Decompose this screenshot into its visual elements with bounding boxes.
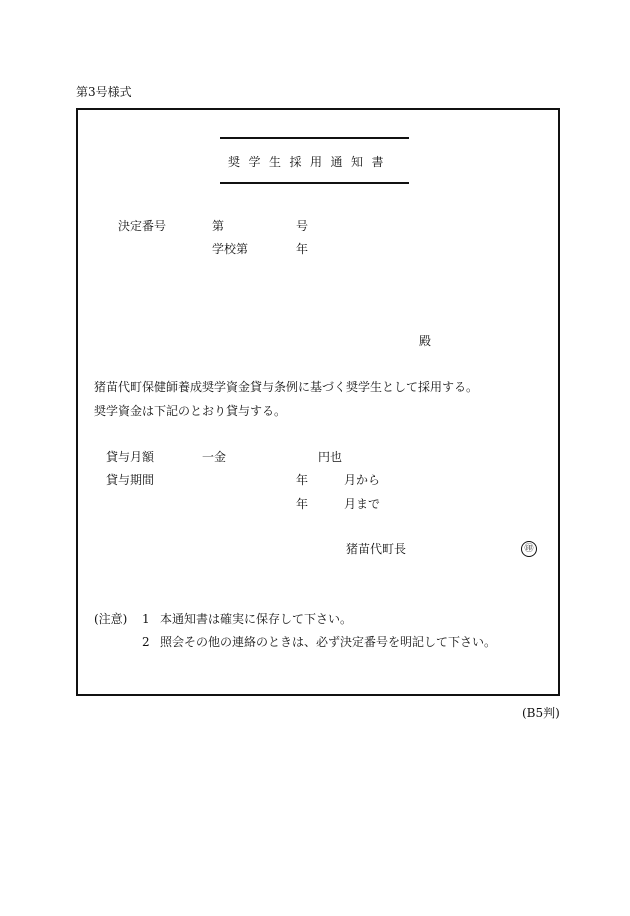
note-1-number: 1 (142, 612, 150, 626)
seal-icon: ㊞ (521, 541, 537, 557)
loan-period-start-year: 年 (296, 473, 309, 487)
title-rule-top (220, 137, 409, 139)
note-2-text: 照会その他の連絡のときは、必ず決定番号を明記して下さい。 (160, 635, 497, 649)
loan-amount-prefix: 一金 (202, 450, 227, 464)
loan-amount-suffix: 円也 (318, 450, 343, 464)
loan-period-end-year: 年 (296, 497, 309, 511)
loan-period-to: 月まで (344, 497, 381, 511)
note-1-text: 本通知書は確実に保存して下さい。 (160, 612, 353, 626)
issuer: 猪苗代町長 (346, 542, 407, 556)
decision-number-label: 決定番号 (118, 219, 167, 233)
note-2-number: 2 (142, 635, 150, 649)
notes-label: (注意) (94, 612, 128, 626)
addressee-suffix: 殿 (419, 334, 432, 348)
loan-amount-label: 貸与月額 (106, 450, 155, 464)
title-rule-bottom (220, 182, 409, 184)
decision-school-dai: 学校第 (212, 242, 249, 256)
document-title: 奨学生採用通知書 (228, 155, 393, 169)
decision-go: 号 (296, 219, 309, 233)
form-number: 第3号様式 (76, 85, 132, 99)
loan-period-from: 月から (344, 473, 381, 487)
paper-size: (B5判) (522, 706, 560, 720)
loan-period-label: 貸与期間 (106, 473, 155, 487)
body-line-2: 奨学資金は下記のとおり貸与する。 (94, 404, 287, 418)
decision-dai: 第 (212, 219, 225, 233)
body-line-1: 猪苗代町保健師養成奨学資金貸与条例に基づく奨学生として採用する。 (94, 380, 479, 394)
decision-nen: 年 (296, 242, 309, 256)
document-frame (76, 108, 560, 696)
